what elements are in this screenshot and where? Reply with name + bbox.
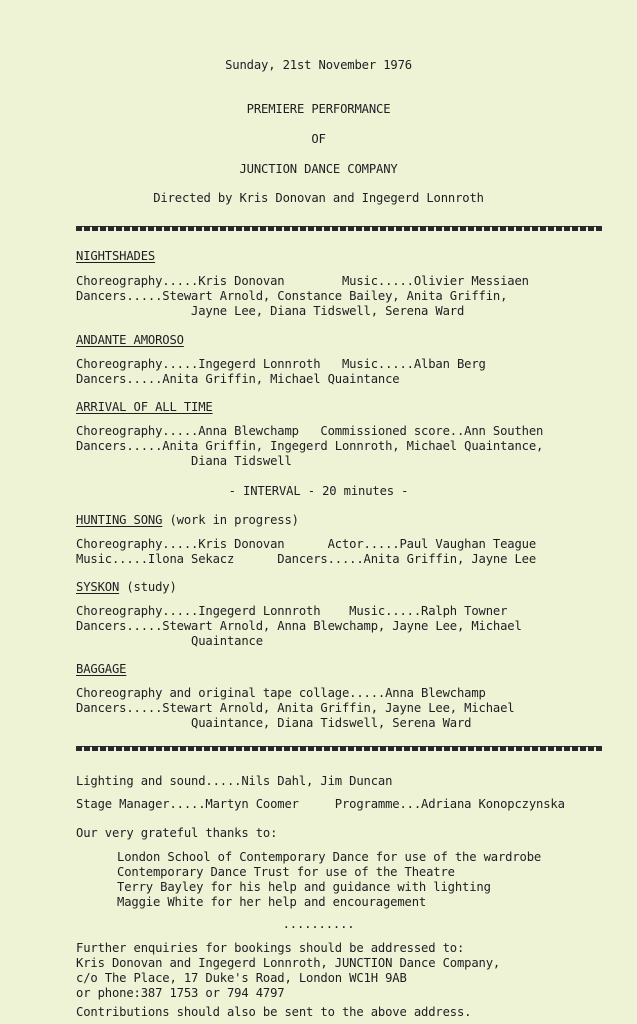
interval-note: - INTERVAL - 20 minutes - <box>228 484 409 498</box>
piece-line: Choreography.....Ingegerd Lonnroth Music.....Ralph Towner <box>76 604 508 618</box>
thanks-item: London School of Contemporary Dance for use of the wardrobe <box>117 850 542 864</box>
piece-title: BAGGAGE <box>76 662 127 676</box>
piece-subtitle: (work in progress) <box>162 513 299 527</box>
piece-heading <box>76 580 177 595</box>
of-line: OF <box>311 132 326 146</box>
piece-line: Quaintance <box>76 634 263 648</box>
piece-title: HUNTING SONG <box>76 513 163 527</box>
contact-line: c/o The Place, 17 Duke's Road, London WC1H 9AB <box>76 971 407 985</box>
piece-line: Dancers.....Anita Griffin, Ingegerd Lonnroth, Michael Quaintance, <box>76 439 544 453</box>
piece-heading <box>76 513 299 528</box>
performance-date: Sunday, 21st November 1976 <box>225 58 412 72</box>
piece-line: Dancers.....Stewart Arnold, Anita Griffin, Jayne Lee, Michael <box>76 701 515 715</box>
thanks-item: Terry Bayley for his help and guidance with lighting <box>117 880 491 894</box>
contact-phone: or phone:387 1753 or 794 4797 <box>76 986 285 1000</box>
thanks-item: Contemporary Dance Trust for use of the Theatre <box>117 865 455 879</box>
piece-line: Choreography.....Ingegerd Lonnroth Music.....Alban Berg <box>76 357 486 371</box>
piece-line: Diana Tidswell <box>76 454 292 468</box>
contributions-note: Contributions should also be sent to the above address. <box>76 1005 472 1019</box>
directed-by: Directed by Kris Donovan and Ingegerd Lonnroth <box>153 191 484 205</box>
bottom-divider <box>76 746 602 751</box>
thanks-item: Maggie White for her help and encouragement <box>117 895 427 909</box>
piece-line: Choreography.....Anna Blewchamp Commissioned score..Ann Southen <box>76 424 544 438</box>
contact-line: Further enquiries for bookings should be addressed to: <box>76 941 465 955</box>
piece-line: Choreography.....Kris Donovan Actor.....Paul Vaughan Teague <box>76 537 536 551</box>
piece-subtitle: (study) <box>119 580 177 594</box>
stage-credit: Stage Manager.....Martyn Coomer Programme...Adriana Konopczynska <box>76 797 565 811</box>
piece-title: SYSKON <box>76 580 120 594</box>
piece-title: ANDANTE AMOROSO <box>76 333 184 347</box>
piece-line: Dancers.....Anita Griffin, Michael Quaintance <box>76 372 400 386</box>
piece-title: ARRIVAL OF ALL TIME <box>76 400 213 414</box>
premiere-heading: PREMIERE PERFORMANCE <box>246 102 391 116</box>
piece-line: Choreography and original tape collage.....Anna Blewchamp <box>76 686 486 700</box>
piece-line: Dancers.....Stewart Arnold, Anna Blewchamp, Jayne Lee, Michael <box>76 619 522 633</box>
thanks-intro: Our very grateful thanks to: <box>76 826 278 840</box>
dot-separator: .......... <box>282 917 355 931</box>
piece-line: Dancers.....Stewart Arnold, Constance Bailey, Anita Griffin, <box>76 289 508 303</box>
piece-line: Jayne Lee, Diana Tidswell, Serena Ward <box>76 304 465 318</box>
piece-line: Choreography.....Kris Donovan Music.....Olivier Messiaen <box>76 274 529 288</box>
piece-title: NIGHTSHADES <box>76 249 156 263</box>
lighting-credit: Lighting and sound.....Nils Dahl, Jim Duncan <box>76 774 393 788</box>
top-divider <box>76 226 602 231</box>
company-name: JUNCTION DANCE COMPANY <box>239 162 398 176</box>
piece-line: Quaintance, Diana Tidswell, Serena Ward <box>76 716 472 730</box>
contact-line: Kris Donovan and Ingegerd Lonnroth, JUNCTION Dance Company, <box>76 956 501 970</box>
piece-line: Music.....Ilona Sekacz Dancers.....Anita Griffin, Jayne Lee <box>76 552 536 566</box>
